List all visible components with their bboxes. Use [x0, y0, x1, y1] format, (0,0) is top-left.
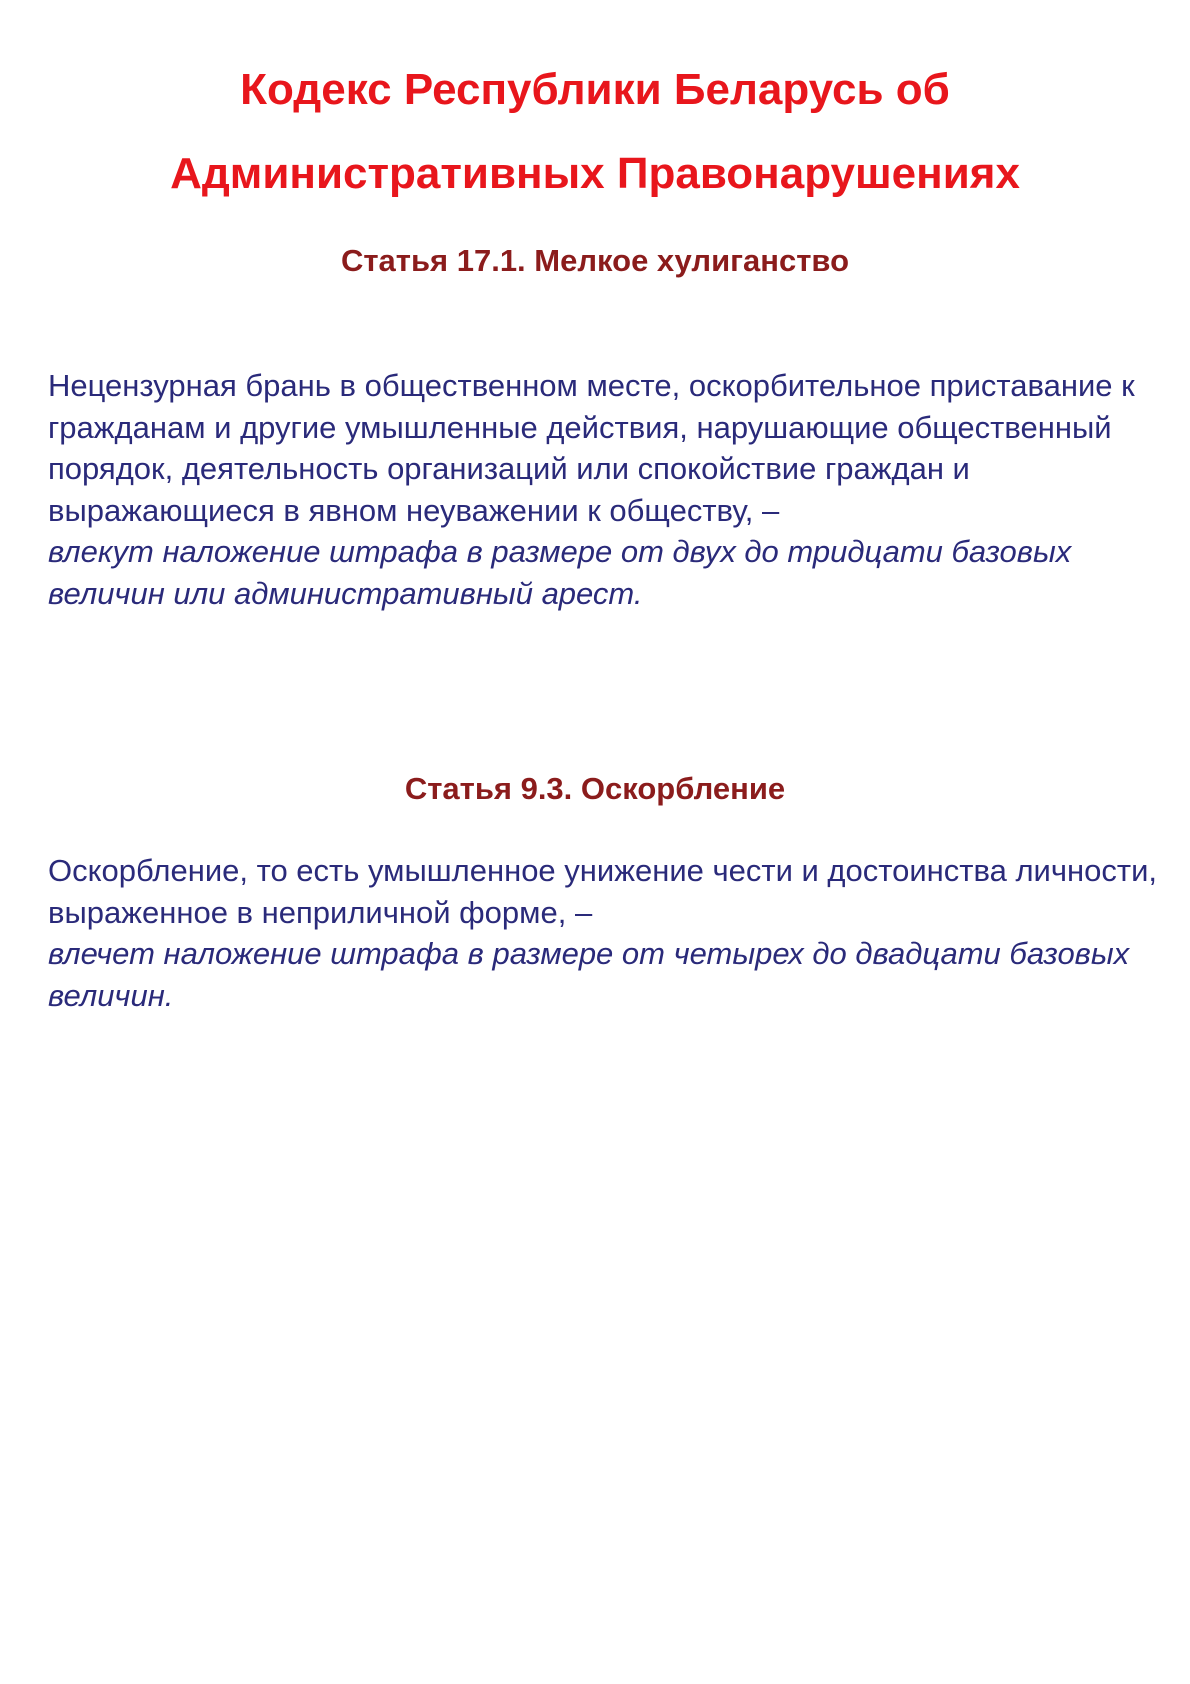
article-penalty-17-1: влекут наложение штрафа в размере от двух до тридцати базовых величин или административный арест.	[48, 534, 1072, 611]
article-text-9-3	[48, 850, 1158, 1016]
document-title-line-1: Кодекс Республики Беларусь об	[240, 65, 950, 114]
article-heading-17-1: Статья 17.1. Мелкое хулиганство	[340, 243, 850, 278]
article-penalty-9-3: влечет наложение штрафа в размере от четырех до двадцати базовых величин.	[48, 936, 1130, 1013]
document-title	[0, 48, 1190, 216]
article-body-17-1: Нецензурная брань в общественном месте, оскорбительное приставание к гражданам и другие умышленные действия, нарушающие общественный порядок, деятельность организаций или спокойствие граждан и выражающиеся в явном неуважении к обществу, –	[48, 368, 1135, 528]
article-text-17-1	[48, 365, 1158, 614]
document-title-line-2: Административных Правонарушениях	[170, 149, 1020, 198]
article-body-9-3: Оскорбление, то есть умышленное унижение чести и достоинства личности, выраженное в неприличной форме, –	[48, 853, 1158, 930]
article-heading-9-3: Статья 9.3. Оскорбление	[404, 771, 786, 806]
